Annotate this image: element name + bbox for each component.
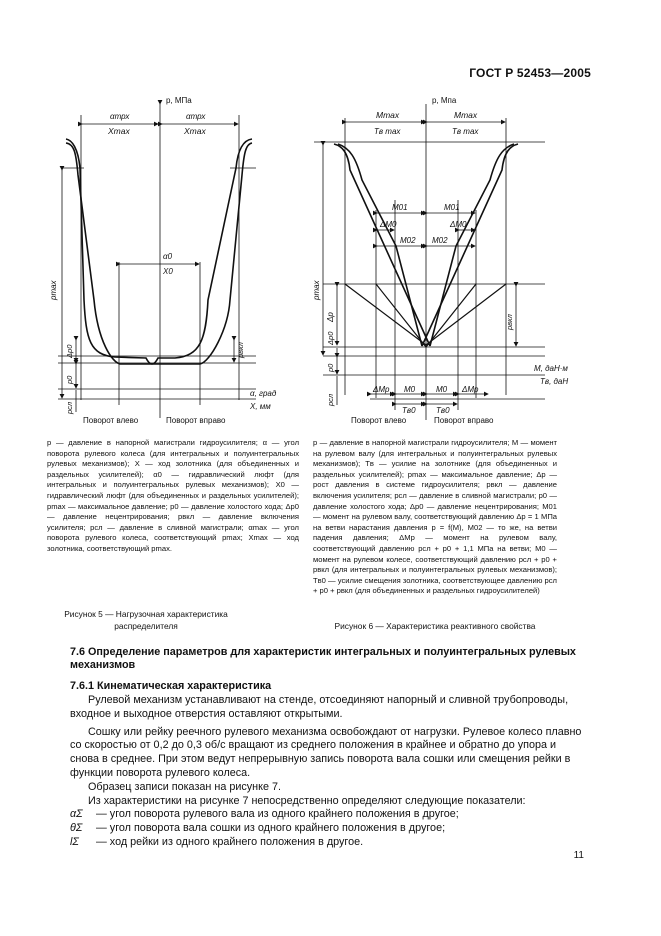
paragraph-4: Из характеристики на рисунке 7 непосредственно определяют следующие показатели: — [88, 794, 526, 807]
svg-text:Tв0: Tв0 — [402, 406, 416, 415]
svg-text:M01: M01 — [392, 203, 408, 212]
svg-text:Xmax: Xmax — [184, 126, 206, 136]
figure-5-legend: p — давление в напорной магистрали гидроусилителя; α — угол поворота рулевого колеса (для интегральных и полуинтегральных рулевых механизмов); X — ход золотника (для объединенных и раздельных усилителей); α0 — гидравлический люфт (для интегральных и полуинтегральных рулевых механизмов); X0 — гидравлический люфт (для объединенных и раздельных усилителей); pmax — максимальное давление; p0 — давление холостого хода; Δp0 — давление нецентрирования; pвкл — давление включения усилителя; pсл — давление в сливной магистрали; αmax — угол поворота рулевого колеса, соответствующий pmax; Xmax — ход золотника, соответствующий pmax. — [47, 438, 299, 553]
svg-text:Xmax: Xmax — [108, 126, 130, 136]
svg-text:p0: p0 — [65, 375, 74, 384]
svg-text:Поворот влево: Поворот влево — [351, 416, 407, 425]
svg-text:M02: M02 — [432, 236, 448, 245]
svg-text:ΔM0: ΔM0 — [450, 220, 467, 229]
svg-text:ΔM0: ΔM0 — [380, 220, 397, 229]
svg-text:X, мм: X, мм — [250, 402, 271, 411]
figure-6-legend: p — давление в напорной магистрали гидроусилителя; M — момент на рулевом валу (для интегральных и полуинтегральных рулевых механизмов); Tв — усилие на золотнике (для объединенных и раздельных усилителей); pmax — максимальное давление; Δp — рост давления в системе гидроусилителя; pвкл — давление включения усилителя; pсл — давление в сливной магистрали; p0 — давление холостого хода; Δp0 — давление нецентрирования; M01 — момент на рулевом валу, соответствующий давлению Δp = 1 МПа на ветви нарастания давления p = f(M), M02 — то же, на ветви падения давления; ΔMp — момент на рулевом валу, соответствующий давлению pсл + p0 + 1,1 МПа на ветви; M0 — момент на рулевом колесе, соответствующий давлению pсл + p0 + pвкл (для интегральных и полуинтегральных рулевых механизмов); Tв0 — усилие смещения золотника, соответствующее давлению pсл + p0 + pвкл (для объединенных и раздельных гидроусилителей) — [313, 438, 557, 596]
paragraph-3: Образец записи показан на рисунке 7. — [88, 780, 281, 793]
svg-text:pmax: pmax — [49, 280, 58, 300]
svg-text:M01: M01 — [444, 203, 460, 212]
heading-7-6: 7.6 Определение параметров для характеристик интегральных и полуинтегральных рулевых механизмов — [70, 646, 576, 671]
svg-text:Δp: Δp — [326, 312, 335, 322]
paragraph-2: Сошку или рейку реечного рулевого механизма освобождают от нагрузки. Рулевое колесо плавно со скоростью от 0,2 до 0,3 об/с вращают из среднего положения в крайнее и обратно до упора и снова в среднее. При этом ведут непрерывную запись поворота вала сошки или смещения рейки в функции поворота рулевого колеса. — [70, 725, 582, 779]
svg-text:pвкл: pвкл — [236, 342, 245, 358]
f5-axis-p: p, МПа — [166, 96, 192, 105]
svg-text:ΔMp: ΔMp — [462, 385, 479, 394]
svg-text:X0: X0 — [163, 267, 173, 276]
svg-text:ΔMp: ΔMp — [373, 385, 390, 394]
svg-text:Поворот вправо: Поворот вправо — [166, 416, 226, 425]
svg-text:Mmax: Mmax — [376, 110, 400, 120]
svg-text:Tв, даН: Tв, даН — [540, 377, 569, 386]
page-number: 11 — [573, 850, 584, 861]
svg-text:p, Мпа: p, Мпа — [432, 96, 457, 105]
svg-text:pmax: pmax — [312, 280, 321, 300]
svg-text:M02: M02 — [400, 236, 416, 245]
svg-text:Δp0: Δp0 — [326, 331, 335, 345]
svg-text:αтрх: αтрх — [110, 112, 130, 121]
list-item: lΣ — ход рейки из одного крайнего положения в другое. — [70, 835, 364, 848]
figure-6-caption: Рисунок 6 — Характеристика реактивного свойства — [334, 621, 536, 631]
svg-text:Tв max: Tв max — [452, 127, 479, 136]
svg-text:α, град: α, град — [250, 389, 277, 398]
svg-text:p0: p0 — [326, 363, 335, 372]
svg-text:Поворот влево: Поворот влево — [83, 416, 139, 425]
svg-text:α0: α0 — [163, 252, 173, 261]
heading-7-6-1: 7.6.1 Кинематическая характеристика — [70, 680, 272, 692]
list-item: αΣ — угол поворота рулевого вала из одного крайнего положения в другое; — [70, 808, 459, 821]
svg-text:Δp0: Δp0 — [65, 344, 74, 358]
svg-text:pвкл: pвкл — [505, 314, 514, 330]
svg-text:pсл: pсл — [65, 401, 74, 414]
svg-text:pсл: pсл — [326, 393, 335, 406]
svg-text:Tв max: Tв max — [374, 127, 401, 136]
svg-text:Mmax: Mmax — [454, 110, 478, 120]
svg-text:M0: M0 — [436, 385, 448, 394]
paragraph-1: Рулевой механизм устанавливают на стенде, отсоединяют напорный и сливной трубопроводы, входное и выходное отверстия оставляют открытыми. — [70, 694, 569, 720]
figure-5-caption: Рисунок 5 — Нагрузочная характеристика распределителя — [64, 609, 228, 631]
svg-text:M0: M0 — [404, 385, 416, 394]
svg-text:M, даН·м: M, даН·м — [534, 364, 568, 373]
document-header: ГОСТ Р 52453—2005 — [469, 66, 591, 80]
svg-text:Tв0: Tв0 — [436, 406, 450, 415]
section-body — [70, 646, 584, 850]
list-item: θΣ — угол поворота вала сошки из одного крайнего положения в другое; — [70, 822, 446, 835]
svg-text:αтрх: αтрх — [186, 112, 206, 121]
svg-text:Поворот вправо: Поворот вправо — [434, 416, 494, 425]
